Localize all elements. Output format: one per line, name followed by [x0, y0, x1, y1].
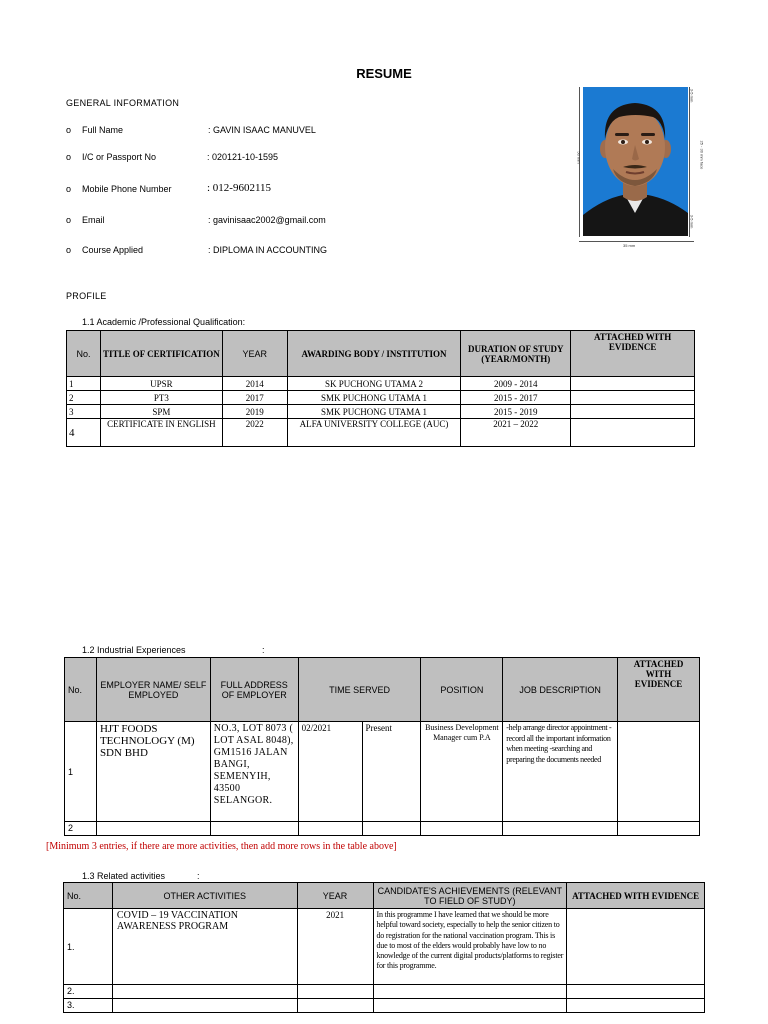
photo-bottom-margin-label: 3-5 mm	[689, 214, 695, 229]
bullet-icon: o	[66, 215, 72, 225]
column-header: TIME SERVED	[298, 658, 421, 722]
cell-year: 2022	[222, 419, 287, 447]
field-value: : 020121-10-1595	[207, 152, 279, 162]
cell-address: NO.3, LOT 8073 ( LOT ASAL 8048), GM1516 JALAN BANGI, SEMENYIH, 43500 SELANGOR.	[210, 722, 298, 822]
cell-body: SMK PUCHONG UTAMA 1	[287, 405, 461, 419]
qualification-heading: 1.1 Academic /Professional Qualification:	[82, 317, 246, 327]
photo-dimension-guides	[576, 85, 705, 248]
photo-top-margin-label: 3-5 mm	[689, 88, 695, 103]
cell-time-to: Present	[362, 722, 421, 822]
cell-description: -help arrange director appointment -record all the important information when meeting -searching and preparing the documents needed	[503, 722, 618, 822]
cell-body: ALFA UNIVERSITY COLLEGE (AUC)	[287, 419, 461, 447]
cell-title: SPM	[100, 405, 222, 419]
column-header: DURATION OF STUDY (YEAR/MONTH)	[461, 331, 571, 377]
cell-title: PT3	[100, 391, 222, 405]
cell-achievement: In this programme I have learned that we should be more helpful toward society, especially to help the senior citizen to do registration for the national vaccination program. This is due to most of the elders would probably have low to no knowledge of the current digital products/platforms to register for this programme.	[373, 909, 567, 985]
cell-year: 2017	[222, 391, 287, 405]
column-header: AWARDING BODY / INSTITUTION	[287, 331, 461, 377]
table-row	[65, 822, 700, 836]
field-label: Full Name	[82, 125, 124, 135]
column-header: No.	[65, 658, 97, 722]
table-row	[65, 722, 700, 822]
cell-no: 1.	[64, 909, 113, 985]
cell-no: 3	[67, 405, 101, 419]
cell-no: 1	[65, 722, 97, 822]
field-email	[66, 215, 466, 227]
cell-activity	[112, 999, 297, 1013]
table-row	[67, 377, 695, 391]
qualification-table	[66, 330, 695, 447]
cell-description	[503, 822, 618, 836]
cell-position: Business Development Manager cum P.A	[421, 722, 503, 822]
cell-year: 2021	[297, 909, 373, 985]
table-row	[64, 985, 705, 999]
cell-achievement	[373, 999, 567, 1013]
cell-employer: HJT FOODS TECHNOLOGY (M) SDN BHD	[96, 722, 210, 822]
column-header: EMPLOYER NAME/ SELF EMPLOYED	[96, 658, 210, 722]
column-header: ATTACHED WITH EVIDENCE	[618, 658, 700, 722]
bullet-icon: o	[66, 245, 72, 255]
table-header-row	[64, 883, 705, 909]
cell-employer	[96, 822, 210, 836]
cell-no: 2.	[64, 985, 113, 999]
industrial-table	[64, 657, 700, 836]
cell-evidence	[571, 419, 695, 447]
table-row	[64, 909, 705, 985]
photo-height-label: 50 mm	[576, 151, 582, 164]
field-label: Mobile Phone Number	[82, 184, 172, 194]
cell-evidence	[618, 722, 700, 822]
cell-evidence	[618, 822, 700, 836]
cell-time-from: 02/2021	[298, 722, 362, 822]
cell-no: 1	[67, 377, 101, 391]
field-mobile-phone	[66, 184, 466, 196]
bullet-icon: o	[66, 152, 72, 162]
cell-year	[297, 985, 373, 999]
activities-colon: :	[197, 871, 200, 881]
field-label: I/C or Passport No	[82, 152, 157, 162]
cell-evidence	[571, 391, 695, 405]
cell-year: 2014	[222, 377, 287, 391]
cell-evidence	[571, 377, 695, 391]
cell-duration: 2021 – 2022	[461, 419, 571, 447]
field-label: Email	[82, 215, 105, 225]
activities-table	[63, 882, 705, 1013]
field-value: : DIPLOMA IN ACCOUNTING	[208, 245, 328, 255]
table-row	[64, 999, 705, 1013]
table-row	[67, 405, 695, 419]
field-full-name	[66, 125, 466, 137]
cell-body: SMK PUCHONG UTAMA 1	[287, 391, 461, 405]
cell-no: 4	[67, 419, 101, 447]
cell-no: 2	[67, 391, 101, 405]
cell-activity: COVID – 19 VACCINATION AWARENESS PROGRAM	[112, 909, 297, 985]
cell-no: 3.	[64, 999, 113, 1013]
table-header-row	[65, 658, 700, 722]
entries-note: [Minimum 3 entries, if there are more activities, then add more rows in the table above]	[46, 841, 397, 852]
column-header: CANDIDATE'S ACHIEVEMENTS (RELEVANT TO FIELD OF STUDY)	[373, 883, 567, 909]
cell-achievement	[373, 985, 567, 999]
column-header: YEAR	[222, 331, 287, 377]
general-information-heading: GENERAL INFORMATION	[66, 98, 180, 108]
cell-address	[210, 822, 298, 836]
bullet-icon: o	[66, 184, 72, 194]
field-value: : GAVIN ISAAC MANUVEL	[208, 125, 316, 135]
table-row	[67, 391, 695, 405]
table-row	[67, 419, 695, 447]
cell-title: UPSR	[100, 377, 222, 391]
column-header: FULL ADDRESS OF EMPLOYER	[210, 658, 298, 722]
column-header: POSITION	[421, 658, 503, 722]
column-header: No.	[67, 331, 101, 377]
field-value: : gavinisaac2002@gmail.com	[208, 215, 326, 225]
document-title: RESUME	[356, 66, 412, 81]
industrial-heading: 1.2 Industrial Experiences	[82, 645, 186, 655]
cell-evidence	[571, 405, 695, 419]
column-header: OTHER ACTIVITIES	[112, 883, 297, 909]
field-label: Course Applied	[82, 245, 144, 255]
cell-year	[297, 999, 373, 1013]
cell-evidence	[567, 909, 705, 985]
field-course-applied	[66, 245, 466, 257]
cell-evidence	[567, 985, 705, 999]
cell-time-to	[362, 822, 421, 836]
column-header: TITLE OF CERTIFICATION	[100, 331, 222, 377]
column-header: ATTACHED WITH EVIDENCE	[567, 883, 705, 909]
cell-body: SK PUCHONG UTAMA 2	[287, 377, 461, 391]
cell-title: CERTIFICATE IN ENGLISH	[100, 419, 222, 447]
cell-duration: 2015 - 2017	[461, 391, 571, 405]
cell-position	[421, 822, 503, 836]
cell-time-from	[298, 822, 362, 836]
industrial-colon: :	[262, 645, 265, 655]
cell-evidence	[567, 999, 705, 1013]
cell-duration: 2015 - 2019	[461, 405, 571, 419]
table-header-row	[67, 331, 695, 377]
photo-width-label: 35 mm	[623, 243, 636, 248]
cell-no: 2	[65, 822, 97, 836]
activities-heading: 1.3 Related activities	[82, 871, 166, 881]
bullet-icon: o	[66, 125, 72, 135]
cell-activity	[112, 985, 297, 999]
photo-face-label: 25 - 30 mm face	[699, 140, 705, 170]
column-header: YEAR	[297, 883, 373, 909]
column-header: JOB DESCRIPTION	[503, 658, 618, 722]
column-header: ATTACHED WITH EVIDENCE	[571, 331, 695, 377]
column-header: No.	[64, 883, 113, 909]
field-value: : 012-9602115	[207, 182, 272, 194]
cell-duration: 2009 - 2014	[461, 377, 571, 391]
cell-year: 2019	[222, 405, 287, 419]
profile-heading: PROFILE	[66, 291, 107, 301]
field-ic-passport	[66, 152, 466, 164]
